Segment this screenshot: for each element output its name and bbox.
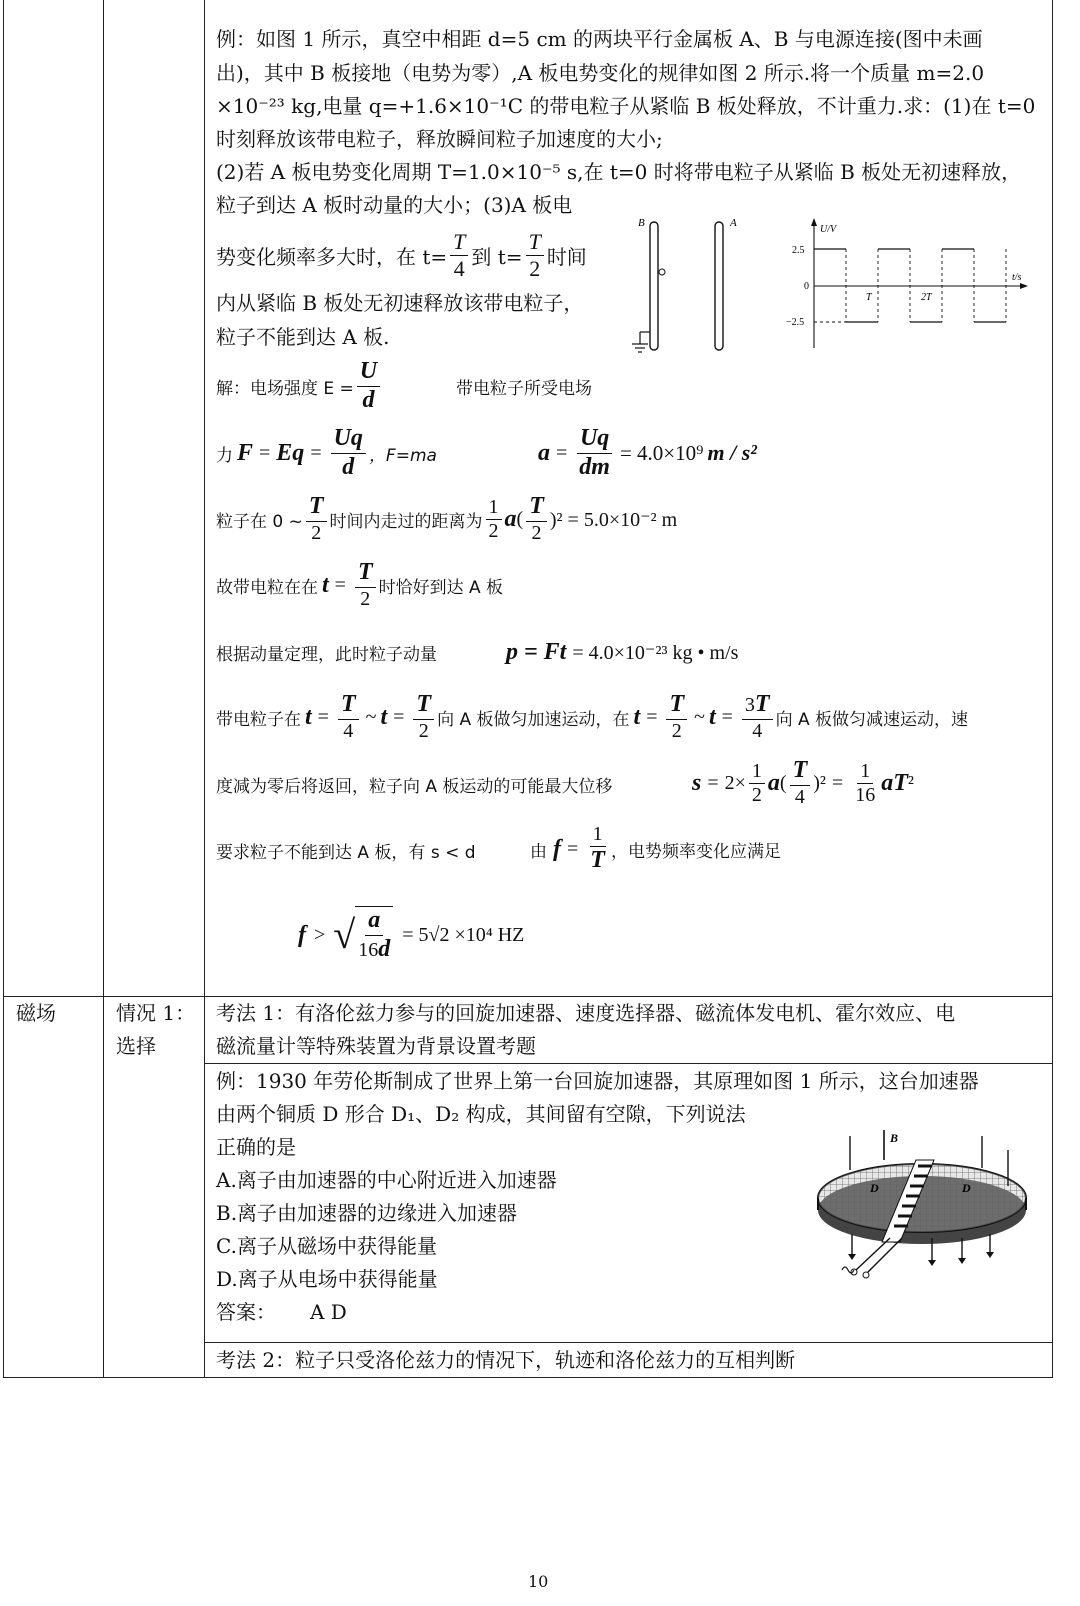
example-line-3: ×10⁻²³ kg,电量 q=+1.6×10⁻¹C 的带电粒子从紧临 B 板处释放，不计重力.求：(1)在 t=0: [216, 94, 1036, 118]
example-line-5: (2)若 A 板电势变化周期 T=1.0×10⁻⁵ s,在 t=0 时将带电粒子从紧临 B 板处无初速释放，: [216, 160, 1022, 184]
q3-text-c: 时间: [546, 244, 587, 269]
fraction-3T-over-4: $\frac{3T}{4}$: [742, 691, 773, 743]
cyclotron-example-line-3: 正确的是: [216, 1135, 296, 1159]
example-line-2: 出)，其中 B 板接地（电势为零）,A 板电势变化的规律如图 2 所示.将一个质量 m=2.0: [216, 61, 985, 85]
method2-line: 考法 2：粒子只受洛伦兹力的情况下，轨迹和洛伦兹力的互相判断: [216, 1348, 796, 1372]
solution-frequency-def: 由 f = $\frac{1}{T}$ ，电势频率变化应满足: [530, 823, 781, 874]
frequency-value: = 5√2 ×10⁴ HZ: [402, 923, 525, 946]
table-border-left: [3, 0, 4, 1378]
momentum-value: = 4.0×10⁻²³ kg • m/s: [572, 641, 739, 664]
sol1-text: 解：电场强度 E =: [216, 378, 354, 399]
fraction-a-over-16d: $\frac{a}{16d}$: [355, 906, 393, 963]
cyclotron-example-line-2: 由两个铜质 D 形合 D₁、D₂ 构成，其间留有空隙，下列说法: [216, 1102, 746, 1126]
answer-value: A D: [310, 1300, 347, 1324]
solution-step-3: 粒子在 0 ~ $\frac{T}{2}$ 时间内走过的距离为 $\frac{1}{2}$ a ( $\frac{T}{2}$ )² = 5.0×10⁻² m: [216, 493, 678, 544]
option-B: B.离子由加速器的边缘进入加速器: [216, 1201, 518, 1225]
sol8-text-b: 由: [530, 841, 547, 862]
sol4-text-b: 时恰好到达 A 板: [378, 577, 504, 598]
table-border-right: [1052, 0, 1053, 1378]
sol2-accel-value: = 4.0×10⁹: [619, 440, 704, 465]
option-D: D.离子从电场中获得能量: [216, 1267, 438, 1291]
graph-tick-2T: 2T: [921, 292, 932, 303]
example-line-4: 时刻释放该带电粒子，释放瞬间粒子加速度的大小;: [216, 127, 663, 151]
fraction-T-over-4-c: $\frac{T}{4}$: [790, 757, 811, 809]
question3-line: [216, 224, 587, 286]
fraction-1-over-T: $\frac{1}{T}$: [590, 823, 605, 874]
solution-step-1: [216, 354, 383, 418]
question3-line-2: 内从紧临 B 板处无初速释放该带电粒子，: [216, 291, 584, 315]
plate-A-label: A: [730, 217, 737, 229]
sol6-text-b: 向 A 板做匀加速运动，在: [437, 709, 630, 730]
fraction-Uq-over-d: $\frac{Uq}{d}$: [331, 425, 366, 481]
case-cell-line-1: 情况 1：: [116, 1001, 196, 1025]
solution-step-2: 力 F = Eq = $\frac{Uq}{d}$ ，F=ma: [216, 424, 437, 480]
option-C: C.离子从磁场中获得能量: [216, 1234, 437, 1258]
page-number: 10: [528, 1572, 549, 1591]
example-line-1: 例：如图 1 所示，真空中相距 d=5 cm 的两块平行金属板 A、B 与电源连接(图中未画: [216, 27, 983, 51]
case-cell-line-2: 选择: [116, 1034, 156, 1058]
fraction-T-over-2-e: $\frac{T}{2}$: [413, 691, 434, 743]
sol2-text-fma: ，F=ma: [368, 445, 437, 466]
fraction-T-over-2-b: $\frac{T}{2}$: [306, 493, 327, 545]
sol4-text-a: 故带电粒在在: [216, 577, 318, 598]
graph-tick-neg2.5: −2.5: [786, 317, 805, 328]
sol2-accel-unit: m / s²: [707, 440, 757, 465]
sol8-text-c: ，电势频率变化应满足: [610, 841, 781, 862]
svg-text:D: D: [962, 1181, 971, 1195]
fraction-1-over-16: $\frac{1}{16}$: [855, 759, 876, 806]
solution-step-1b: 带电粒子所受电场: [456, 379, 592, 399]
question3-line-3: 粒子不能到达 A 板.: [216, 325, 390, 349]
table-border-col1: [103, 0, 104, 1378]
graph-ylabel: U/V: [820, 224, 837, 235]
plate-B-label: B: [638, 217, 645, 229]
fraction-half-b: $\frac{1}{2}$: [749, 760, 765, 807]
solution-max-displacement: s = 2× $\frac{1}{2}$ a ( $\frac{T}{4}$ )² = $\frac{1}{16}$ aT ²: [692, 757, 914, 808]
fraction-half: $\frac{1}{2}$: [486, 496, 502, 543]
sol3-text-a: 粒子在 0 ~: [216, 511, 303, 532]
method1-line-2: 磁流量计等特殊装置为背景设置考题: [216, 1034, 536, 1058]
category-cell-magnetic: 磁场: [16, 1001, 56, 1025]
solution-step-8: 要求粒子不能到达 A 板，有 s < d: [216, 843, 476, 863]
fraction-T-over-2-c: $\frac{T}{2}$: [526, 493, 547, 545]
q3-text-a: 势变化频率多大时，在 t=: [216, 244, 448, 269]
fraction-U-over-d: $\frac{U}{d}$: [357, 358, 380, 414]
cyclotron-illustration: [812, 1130, 1044, 1282]
solution-frequency-result: f > √ $\frac{a}{16d}$ = 5√2 ×10⁴ HZ: [298, 907, 525, 962]
solution-step-5: 根据动量定理，此时粒子动量: [216, 645, 437, 665]
sol3-text-b: 时间内走过的距离为: [329, 511, 483, 532]
graph-tick-0: 0: [804, 281, 809, 292]
sol3-distance-value: )² = 5.0×10⁻² m: [549, 508, 678, 531]
solution-acceleration: a = $\frac{Uq}{dm}$ = 4.0×10⁹ m / s²: [538, 424, 757, 480]
answer-label: 答案：: [216, 1300, 276, 1324]
fraction-T-over-2: $\frac{T}{2}$: [526, 229, 544, 281]
solution-step-6: 带电粒子在 t = $\frac{T}{4}$ ~ t = $\frac{T}{2}$ 向 A 板做匀加速运动，在 t = $\frac{T}{2}$ ~ t = $\frac{3T}{4}$ 向 A 板做匀减速运动，速: [216, 691, 969, 742]
sol2-text-force: 力: [216, 445, 233, 466]
momentum-formula: p = Ft: [506, 638, 567, 665]
fraction-T-over-4-b: $\frac{T}{4}$: [338, 691, 359, 743]
sol6-text-c: 向 A 板做匀减速运动，速: [775, 709, 969, 730]
solution-momentum: [506, 632, 738, 672]
table-border-bottom: [3, 1377, 1053, 1378]
cyclotron-example-line-1: 例：1930 年劳伦斯制成了世界上第一台回旋加速器，其原理如图 1 所示，这台加速器: [216, 1069, 979, 1093]
option-A: A.离子由加速器的中心附近进入加速器: [216, 1168, 557, 1192]
sol6-text-a: 带电粒子在: [216, 709, 301, 730]
graph-tick-T: T: [866, 292, 872, 303]
solution-step-4: 故带电粒在在 t = $\frac{T}{2}$ 时恰好到达 A 板: [216, 559, 504, 610]
graph-tick-2.5: 2.5: [792, 245, 805, 256]
fraction-T-over-2-f: $\frac{T}{2}$: [666, 691, 687, 743]
figure2-voltage-graph: [780, 216, 1030, 356]
svg-text:D: D: [870, 1181, 879, 1195]
example-line-6: 粒子到达 A 板时动量的大小；(3)A 板电: [216, 193, 573, 217]
fraction-T-over-2-d: $\frac{T}{2}$: [355, 559, 376, 611]
graph-xlabel: t/s: [1012, 272, 1022, 283]
solution-step-7: 度减为零后将返回，粒子向 A 板运动的可能最大位移: [216, 777, 613, 797]
q3-text-b: 到 t=: [471, 244, 523, 269]
fraction-T-over-4: $\frac{T}{4}$: [450, 229, 468, 281]
fraction-Uq-over-dm: $\frac{Uq}{dm}$: [576, 425, 613, 481]
table-border-col2: [204, 0, 205, 1378]
cyclotron-B-label: B: [890, 1131, 899, 1145]
figure1-plates: [626, 214, 746, 356]
method1-line-1: 考法 1：有洛伦兹力参与的回旋加速器、速度选择器、磁流体发电机、霍尔效应、电: [216, 1001, 956, 1025]
